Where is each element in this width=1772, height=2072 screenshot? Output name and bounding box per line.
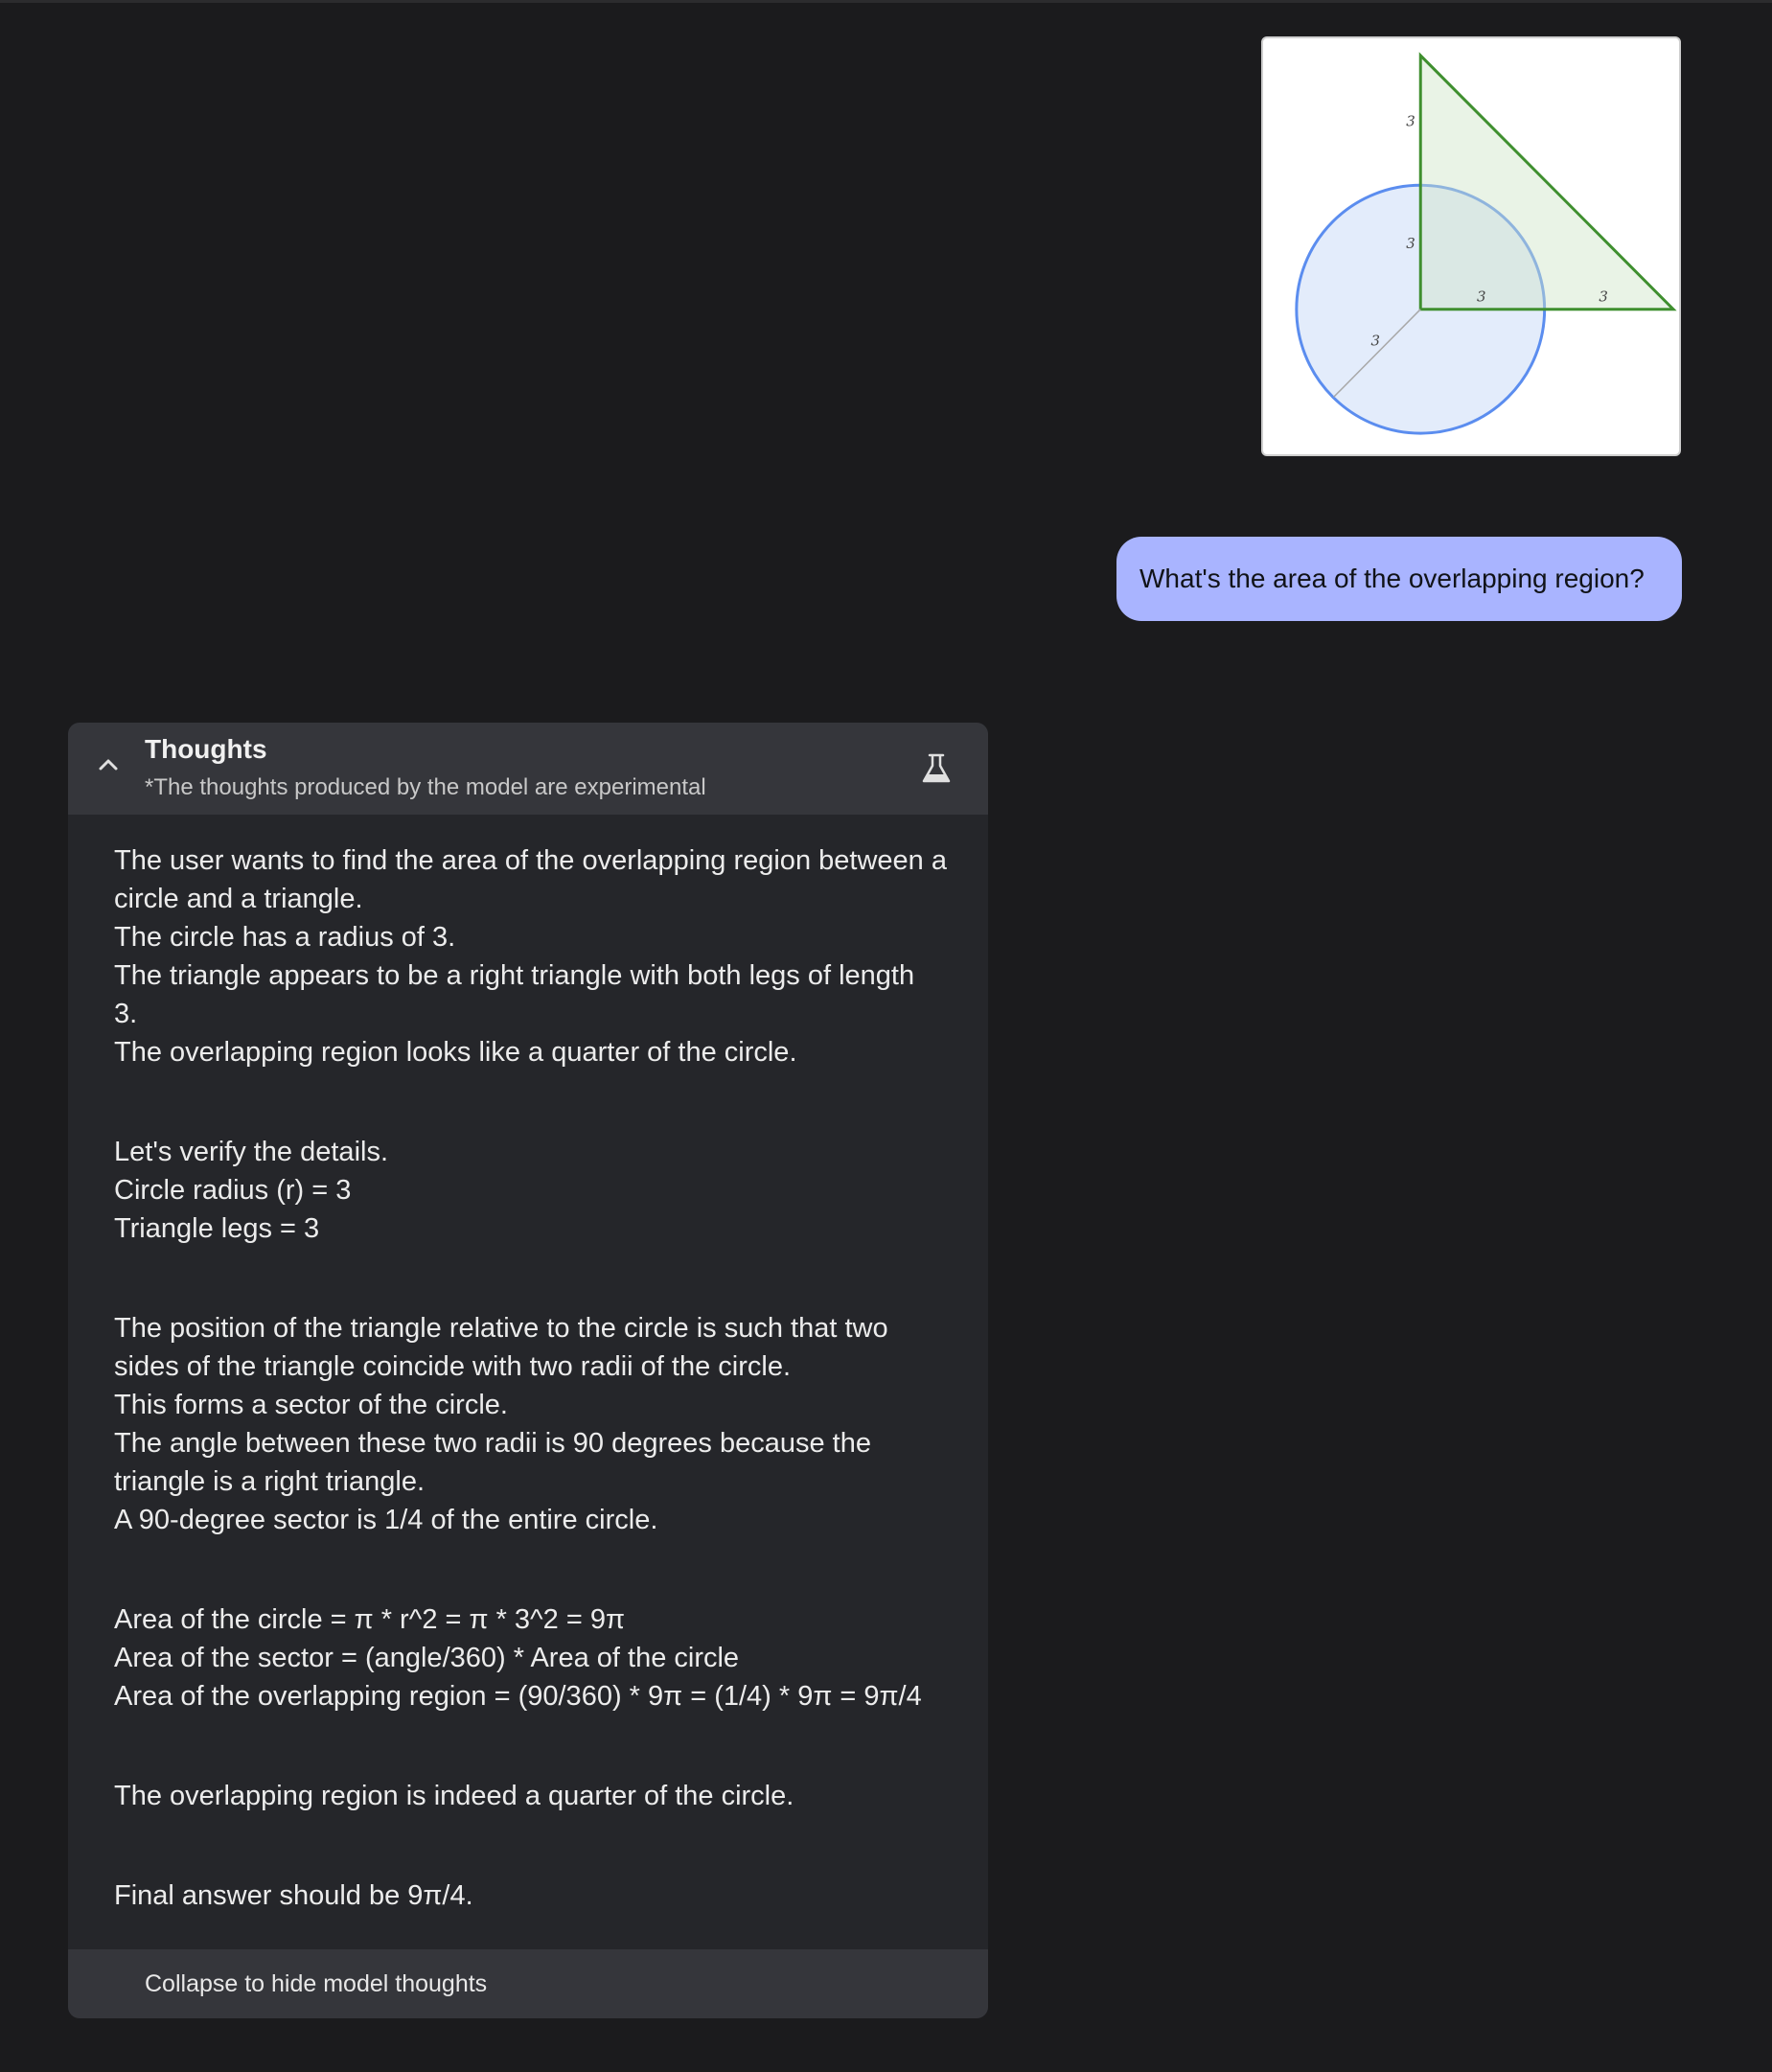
thought-line: The overlapping region looks like a quarter of the circle.	[114, 1037, 797, 1068]
thought-line: Area of the overlapping region = (90/360) * 9π = (1/4) * 9π = 9π/4	[114, 1681, 922, 1712]
thoughts-body	[114, 841, 957, 1915]
uploaded-geometry-image[interactable]	[1261, 36, 1681, 456]
thought-line: The user wants to find the area of the overlapping region between a	[114, 845, 947, 876]
label-triangle-upper-leg: 3	[1406, 112, 1415, 130]
thought-paragraph-6	[114, 1876, 957, 1915]
thought-paragraph-2	[114, 1133, 957, 1248]
chevron-up-icon[interactable]	[95, 751, 122, 778]
label-circle-vertical-radius: 3	[1406, 234, 1415, 252]
user-message-bubble	[1116, 537, 1682, 621]
thoughts-subtitle: *The thoughts produced by the model are experimental	[145, 774, 706, 800]
thought-paragraph-4	[114, 1600, 957, 1715]
collapse-thoughts-label: Collapse to hide model thoughts	[145, 1969, 488, 1997]
thought-line: sides of the triangle coincide with two radii of the circle.	[114, 1351, 792, 1382]
thought-line: Let's verify the details.	[114, 1137, 389, 1167]
thought-paragraph-3	[114, 1309, 957, 1539]
diagram-triangle	[1420, 56, 1673, 310]
label-diagonal-radius: 3	[1370, 332, 1380, 350]
label-circle-horizontal-radius: 3	[1476, 288, 1486, 306]
thought-line: The position of the triangle relative to the circle is such that two	[114, 1313, 888, 1344]
thought-paragraph-5	[114, 1777, 957, 1815]
thought-line: 3.	[114, 999, 138, 1029]
user-message-text: What's the area of the overlapping region?	[1139, 564, 1645, 593]
thought-line: The circle has a radius of 3.	[114, 922, 456, 953]
flask-icon	[919, 751, 954, 786]
top-border	[0, 0, 1772, 3]
thought-line: Area of the sector = (angle/360) * Area of the circle	[114, 1643, 740, 1673]
thought-line: The overlapping region is indeed a quarter of the circle.	[114, 1781, 794, 1811]
thought-line: triangle is a right triangle.	[114, 1466, 425, 1497]
thought-line: Triangle legs = 3	[114, 1213, 320, 1244]
geometry-diagram	[1263, 38, 1679, 454]
thought-paragraph-1	[114, 841, 957, 1071]
thought-line: Circle radius (r) = 3	[114, 1175, 352, 1206]
thought-line: The angle between these two radii is 90 degrees because the	[114, 1428, 871, 1459]
thoughts-panel	[68, 723, 988, 2018]
thought-line: A 90-degree sector is 1/4 of the entire circle.	[114, 1505, 658, 1535]
thought-line: Area of the circle = π * r^2 = π * 3^2 = 9π	[114, 1604, 625, 1635]
thoughts-title: Thoughts	[145, 734, 267, 764]
thought-line: circle and a triangle.	[114, 884, 363, 914]
thought-line: This forms a sector of the circle.	[114, 1390, 508, 1420]
thought-line: The triangle appears to be a right triangle with both legs of length	[114, 960, 915, 991]
label-triangle-right-leg: 3	[1599, 288, 1608, 306]
thoughts-header[interactable]	[68, 723, 988, 815]
thought-line: Final answer should be 9π/4.	[114, 1880, 473, 1911]
collapse-thoughts-button[interactable]	[68, 1949, 988, 2018]
